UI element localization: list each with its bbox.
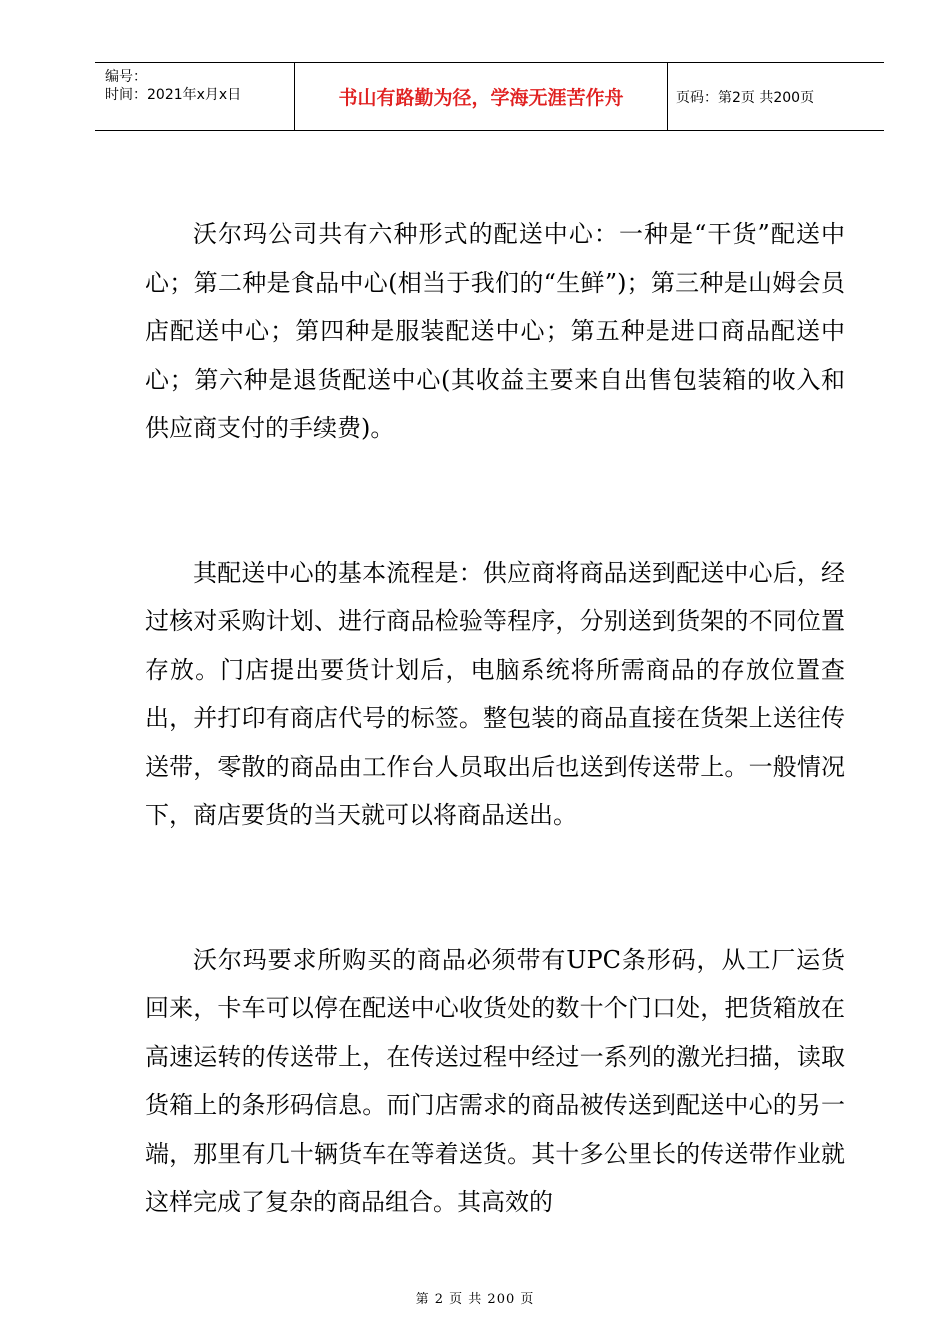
header-page-info: 页码：第2页 共200页 xyxy=(676,89,815,106)
page-header xyxy=(95,62,884,131)
page-footer: 第 2 页 共 200 页 xyxy=(415,1292,535,1307)
paragraph-distribution-centers: 沃尔玛公司共有六种形式的配送中心：一种是“干货”配送中心；第二种是食品中心(相当于我们的“生鲜”)；第三种是山姆会员店配送中心；第四种是服装配送中心；第五种是进口商品配送中心；第六种是退货配送中心(其收益主要来自出售包装箱的收入和供应商支付的手续费)。 xyxy=(145,220,845,442)
header-motto: 书山有路勤为径，学海无涯苦作舟 xyxy=(295,63,668,130)
paragraph-upc-barcode: 沃尔玛要求所购买的商品必须带有UPC条形码，从工厂运货回来，卡车可以停在配送中心收货处的数十个门口处，把货箱放在高速运转的传送带上，在传送过程中经过一系列的激光扫描，读取货箱上的条形码信息。而门店需求的商品被传送到配送中心的另一端，那里有几十辆货车在等着送货。其十多公里长的传送带作业就这样完成了复杂的商品组合。其高效的 xyxy=(145,945,845,1216)
document-body xyxy=(145,210,845,1227)
document-time-label: 时间：2021年x月x日 xyxy=(105,87,242,103)
header-meta xyxy=(95,63,295,130)
document-number-label: 编号： xyxy=(105,69,147,85)
paragraph-basic-process: 其配送中心的基本流程是：供应商将商品送到配送中心后，经过核对采购计划、进行商品检验等程序，分别送到货架的不同位置存放。门店提出要货计划后，电脑系统将所需商品的存放位置查出，并打印有商店代号的标签。整包装的商品直接在货架上送往传送带，零散的商品由工作台人员取出后也送到传送带上。一般情况下，商店要货的当天就可以将商品送出。 xyxy=(145,558,845,829)
